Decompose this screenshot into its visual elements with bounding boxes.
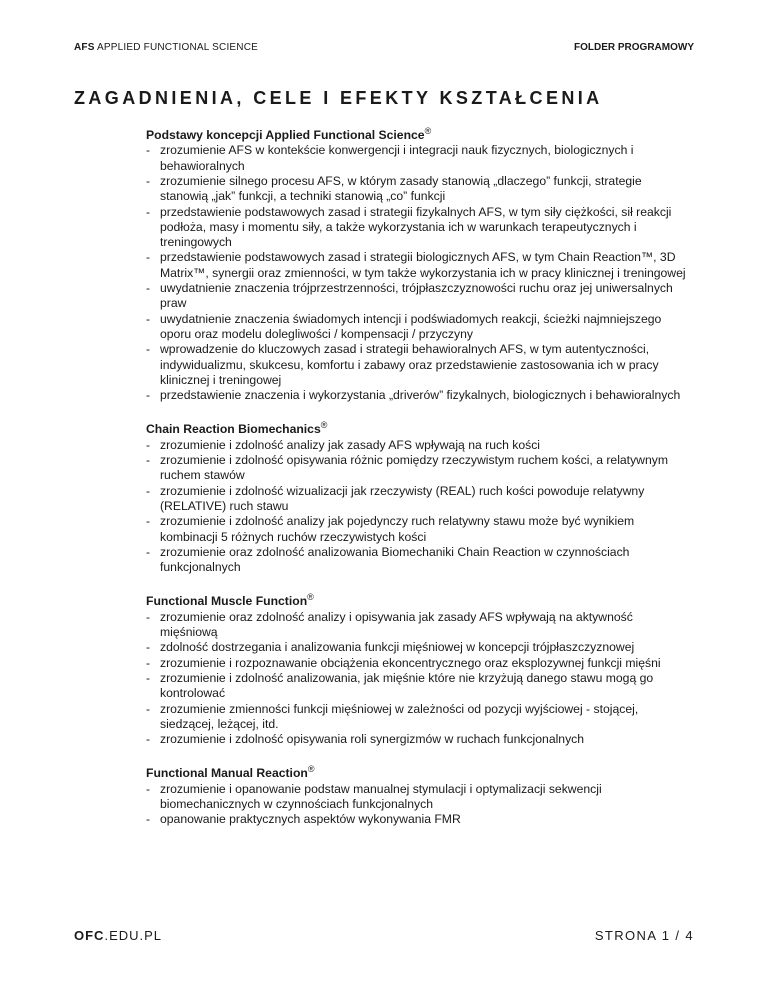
bullet-dash: - <box>146 250 151 265</box>
list-item-text: wprowadzenie do kluczowych zasad i strategii behawioralnych AFS, w tym autentyczności, indywidualizmu, skukcesu, komfortu i zabawy oraz przedstawienie zastosowania ich w pracy klinicznej i treningowej <box>160 342 659 387</box>
page-title: ZAGADNIENIA, CELE I EFEKTY KSZTAŁCENIA <box>74 88 603 108</box>
section <box>146 762 686 827</box>
section-title <box>146 590 686 609</box>
list-item-text: zrozumienie i zdolność opisywania różnic pomiędzy rzeczywistym ruchem kości, a relatywnym ruchem stawów <box>160 453 668 483</box>
section-title-text: Podstawy koncepcji Applied Functional Science <box>146 128 425 143</box>
list-item <box>146 514 686 545</box>
bullet-dash: - <box>146 781 151 796</box>
list-item-text: zrozumienie i zdolność opisywania roli synergizmów w ruchach funkcjonalnych <box>160 732 585 747</box>
list-item <box>146 438 686 453</box>
list-item-text: zrozumienie AFS w kontekście konwergencji i integracji nauk fizycznych, biologicznych i behawioralnych <box>160 143 634 173</box>
page-number: STRONA 1 / 4 <box>594 928 694 943</box>
bullet-dash: - <box>146 732 151 747</box>
list-item-text: zrozumienie i zdolność analizowania, jak mięśnie które nie krzyżują danego stawu mogą go kontrolować <box>160 670 654 701</box>
bullet-dash: - <box>146 281 151 296</box>
list-item <box>146 250 686 281</box>
bullet-dash: - <box>146 670 151 685</box>
list-item <box>146 732 686 747</box>
list-item <box>146 702 686 733</box>
bullet-dash: - <box>146 655 151 670</box>
brand-name: APPLIED FUNCTIONAL SCIENCE <box>94 42 259 53</box>
list-item-text: przedstawienie podstawowych zasad i strategii biologicznych AFS, w tym Chain Reaction™, 3D Matrix™, synergii oraz zmienności, w tym także wykorzystania ich w pracy klinicznej i treningowej <box>160 250 686 280</box>
registered-mark: ® <box>424 126 432 136</box>
list-item <box>146 484 686 515</box>
bullet-dash: - <box>146 388 151 403</box>
list-item-text: opanowanie praktycznych aspektów wykonywania FMR <box>160 812 461 827</box>
list-item <box>146 545 686 576</box>
bullet-dash: - <box>146 173 151 188</box>
list-item <box>146 143 686 174</box>
list-item-text: zdolność dostrzegania i analizowania funkcji mięśniowej w koncepcji trójpłaszczyznowej <box>160 640 635 655</box>
list-item <box>146 782 686 813</box>
bullet-dash: - <box>146 483 151 498</box>
section <box>146 590 686 747</box>
bullet-dash: - <box>146 143 151 158</box>
list-item <box>146 610 686 641</box>
list-item <box>146 174 686 205</box>
bullet-dash: - <box>146 342 151 357</box>
bullet-dash: - <box>146 514 151 529</box>
document-body <box>146 124 686 843</box>
list-item-text: zrozumienie oraz zdolność analizy i opisywania jak zasady AFS wpływają na aktywność mięśniową <box>160 609 633 640</box>
registered-mark: ® <box>307 592 314 603</box>
bullet-dash: - <box>146 437 151 452</box>
bullet-dash: - <box>146 204 151 219</box>
list-item-text: uwydatnienie znaczenia świadomych intencji i podświadomych reakcji, ścieżki najmniejszego oporu oraz modelu dolegliwości / kompensacji / przyczyny <box>160 311 662 341</box>
list-item-text: zrozumienie i zdolność wizualizacji jak rzeczywisty (REAL) ruch kości powoduje relatywny (RELATIVE) ruch stawu <box>160 483 645 513</box>
footer-site-bold: OFC <box>74 928 105 943</box>
footer-site-rest: .EDU.PL <box>104 928 163 943</box>
bullet-dash: - <box>146 453 151 468</box>
bullet-dash: - <box>146 640 151 655</box>
list-item-text: zrozumienie zmienności funkcji mięśniowej w zależności od pozycji wyjściowej - stojącej, siedzącej, leżącej, itd. <box>160 701 639 731</box>
bullet-dash: - <box>146 609 151 624</box>
list-item-text: przedstawienie podstawowych zasad i strategii fizykalnych AFS, w tym siły ciężkości, sił reakcji podłoża, masy i momentu siły, a także wykorzystania ich w warunkach terapeutycznych i treningowych <box>160 204 672 250</box>
section <box>146 124 686 403</box>
list-item <box>146 640 686 655</box>
list-item <box>146 656 686 671</box>
header-brand <box>74 42 258 53</box>
list-item <box>146 342 686 388</box>
bullet-dash: - <box>146 311 151 326</box>
list-item-text: zrozumienie i rozpoznawanie obciążenia ekoncentrycznego oraz eksplozywnej funkcji mięśni <box>160 655 661 670</box>
list-item <box>146 388 686 403</box>
list-item-text: zrozumienie i zdolność analizy jak zasady AFS wpływają na ruch kości <box>160 437 541 452</box>
bullet-dash: - <box>146 544 151 559</box>
list-item <box>146 312 686 343</box>
list-item <box>146 671 686 702</box>
section-title-text: Functional Muscle Function <box>146 594 308 609</box>
list-item-text: uwydatnienie znaczenia trójprzestrzenności, trójpłaszczyznowości ruchu oraz jej uniwersalnych praw <box>160 281 673 311</box>
section-title-text: Functional Manual Reaction <box>146 766 308 781</box>
list-item-text: zrozumienie silnego procesu AFS, w którym zasady stanowią „dlaczego” funkcji, strategie stanowią „jak” funkcji, a techniki stanowią „co” funkcji <box>160 173 642 204</box>
list-item-text: przedstawienie znaczenia i wykorzystania „driverów” fizykalnych, biologicznych i behawioralnych <box>160 388 681 403</box>
registered-mark: ® <box>320 420 328 431</box>
header-doc-type: FOLDER PROGRAMOWY <box>574 42 694 53</box>
list-item <box>146 205 686 251</box>
list-item <box>146 281 686 312</box>
section-title-text: Chain Reaction Biomechanics <box>146 422 321 437</box>
brand-abbr: AFS <box>74 42 95 53</box>
section-title <box>146 418 686 437</box>
list-item-text: zrozumienie oraz zdolność analizowania Biomechaniki Chain Reaction w czynnościach funkcjonalnych <box>160 544 630 575</box>
list-item-text: zrozumienie i opanowanie podstaw manualnej stymulacji i optymalizacji sekwencji biomechanicznych w czynnościach funkcjonalnych <box>160 781 602 812</box>
section-title <box>146 124 686 143</box>
footer-site <box>74 928 162 943</box>
bullet-dash: - <box>146 701 151 716</box>
registered-mark: ® <box>307 764 315 775</box>
bullet-dash: - <box>146 812 151 827</box>
list-item <box>146 812 686 827</box>
section <box>146 418 686 575</box>
list-item <box>146 453 686 484</box>
section-title <box>146 762 686 781</box>
list-item-text: zrozumienie i zdolność analizy jak pojedynczy ruch relatywny stawu może być wynikiem kombinacji 5 różnych ruchów rzeczywistych kości <box>160 514 635 544</box>
